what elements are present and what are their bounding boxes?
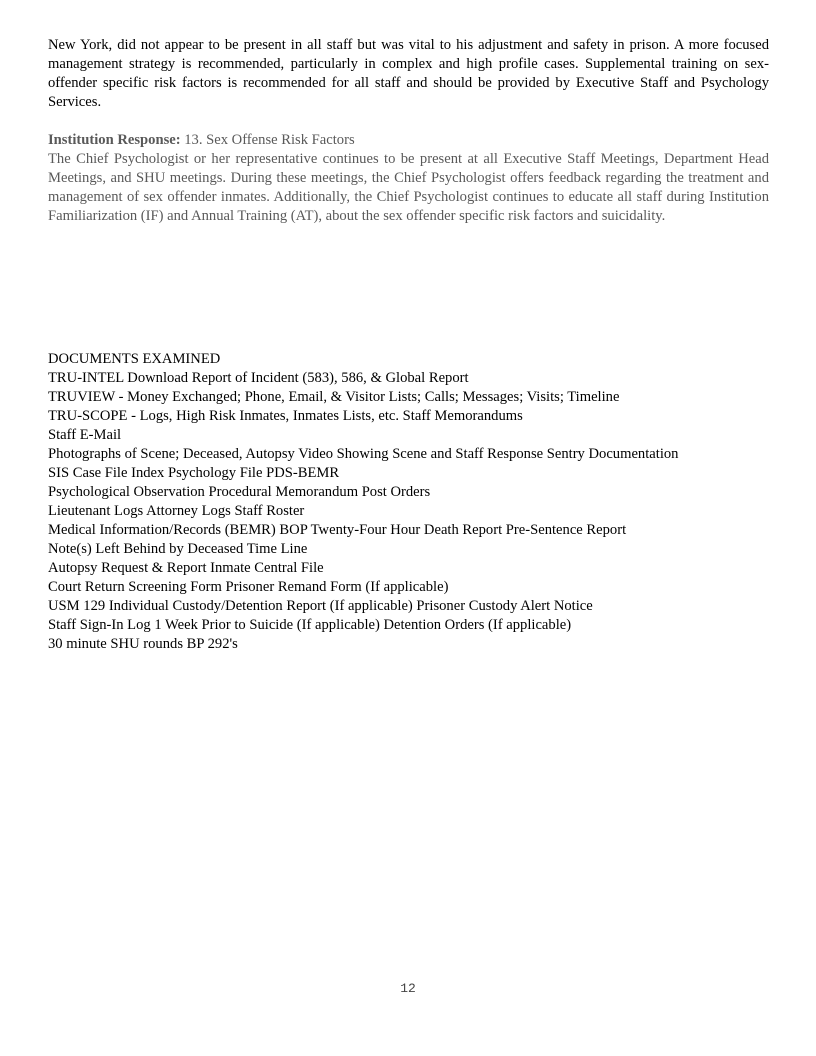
document-item: Lieutenant Logs Attorney Logs Staff Roster	[48, 503, 305, 519]
documents-examined-list	[48, 369, 769, 654]
intro-paragraph: New York, did not appear to be present in all staff but was vital to his adjustment and safety in prison. A more focused management strategy is recommended, particularly in complex and high profile cases. Supplemental training on sex-offender specific risk factors is recommended for all staff and should be provided by Executive Staff and Psychology Services.	[48, 37, 769, 110]
document-item: Photographs of Scene; Deceased, Autopsy Video Showing Scene and Staff Response Sentry Documentation	[48, 446, 679, 462]
institution-response-text: The Chief Psychologist or her representative continues to be present at all Executive Staff Meetings, Department Head Meetings, and SHU meetings. During these meetings, the Chief Psychologist offers feedback regarding the treatment and management of sex offender inmates. Additionally, the Chief Psychologist continues to educate all staff during Institution Familiarization (IF) and Annual Training (AT), about the sex offender specific risk factors and suicidality.	[48, 151, 769, 224]
document-item: SIS Case File Index Psychology File PDS-BEMR	[48, 465, 340, 481]
document-body	[48, 36, 769, 226]
document-item: 30 minute SHU rounds BP 292's	[48, 636, 238, 652]
page-number: 12	[400, 981, 416, 996]
documents-examined-title: DOCUMENTS EXAMINED	[48, 351, 221, 367]
document-item: TRU-INTEL Download Report of Incident (583), 586, & Global Report	[48, 370, 469, 386]
institution-response-section	[48, 131, 769, 226]
institution-response-heading	[48, 131, 769, 150]
document-item: Autopsy Request & Report Inmate Central File	[48, 560, 324, 576]
document-item: Note(s) Left Behind by Deceased Time Line	[48, 541, 308, 557]
document-item: Staff Sign-In Log 1 Week Prior to Suicide (If applicable) Detention Orders (If applicable)	[48, 617, 572, 633]
document-item: TRU-SCOPE - Logs, High Risk Inmates, Inmates Lists, etc. Staff Memorandums	[48, 408, 523, 424]
document-item: Court Return Screening Form Prisoner Remand Form (If applicable)	[48, 579, 449, 595]
document-item: Medical Information/Records (BEMR) BOP Twenty-Four Hour Death Report Pre-Sentence Report	[48, 522, 627, 538]
document-item: USM 129 Individual Custody/Detention Report (If applicable) Prisoner Custody Alert Notice	[48, 598, 593, 614]
institution-response-topic: 13. Sex Offense Risk Factors	[180, 132, 355, 148]
document-item: Staff E-Mail	[48, 427, 122, 443]
institution-response-label: Institution Response:	[48, 132, 181, 148]
document-item: Psychological Observation Procedural Memorandum Post Orders	[48, 484, 431, 500]
document-item: TRUVIEW - Money Exchanged; Phone, Email, & Visitor Lists; Calls; Messages; Visits; Timeline	[48, 389, 620, 405]
documents-examined-section	[48, 350, 769, 654]
